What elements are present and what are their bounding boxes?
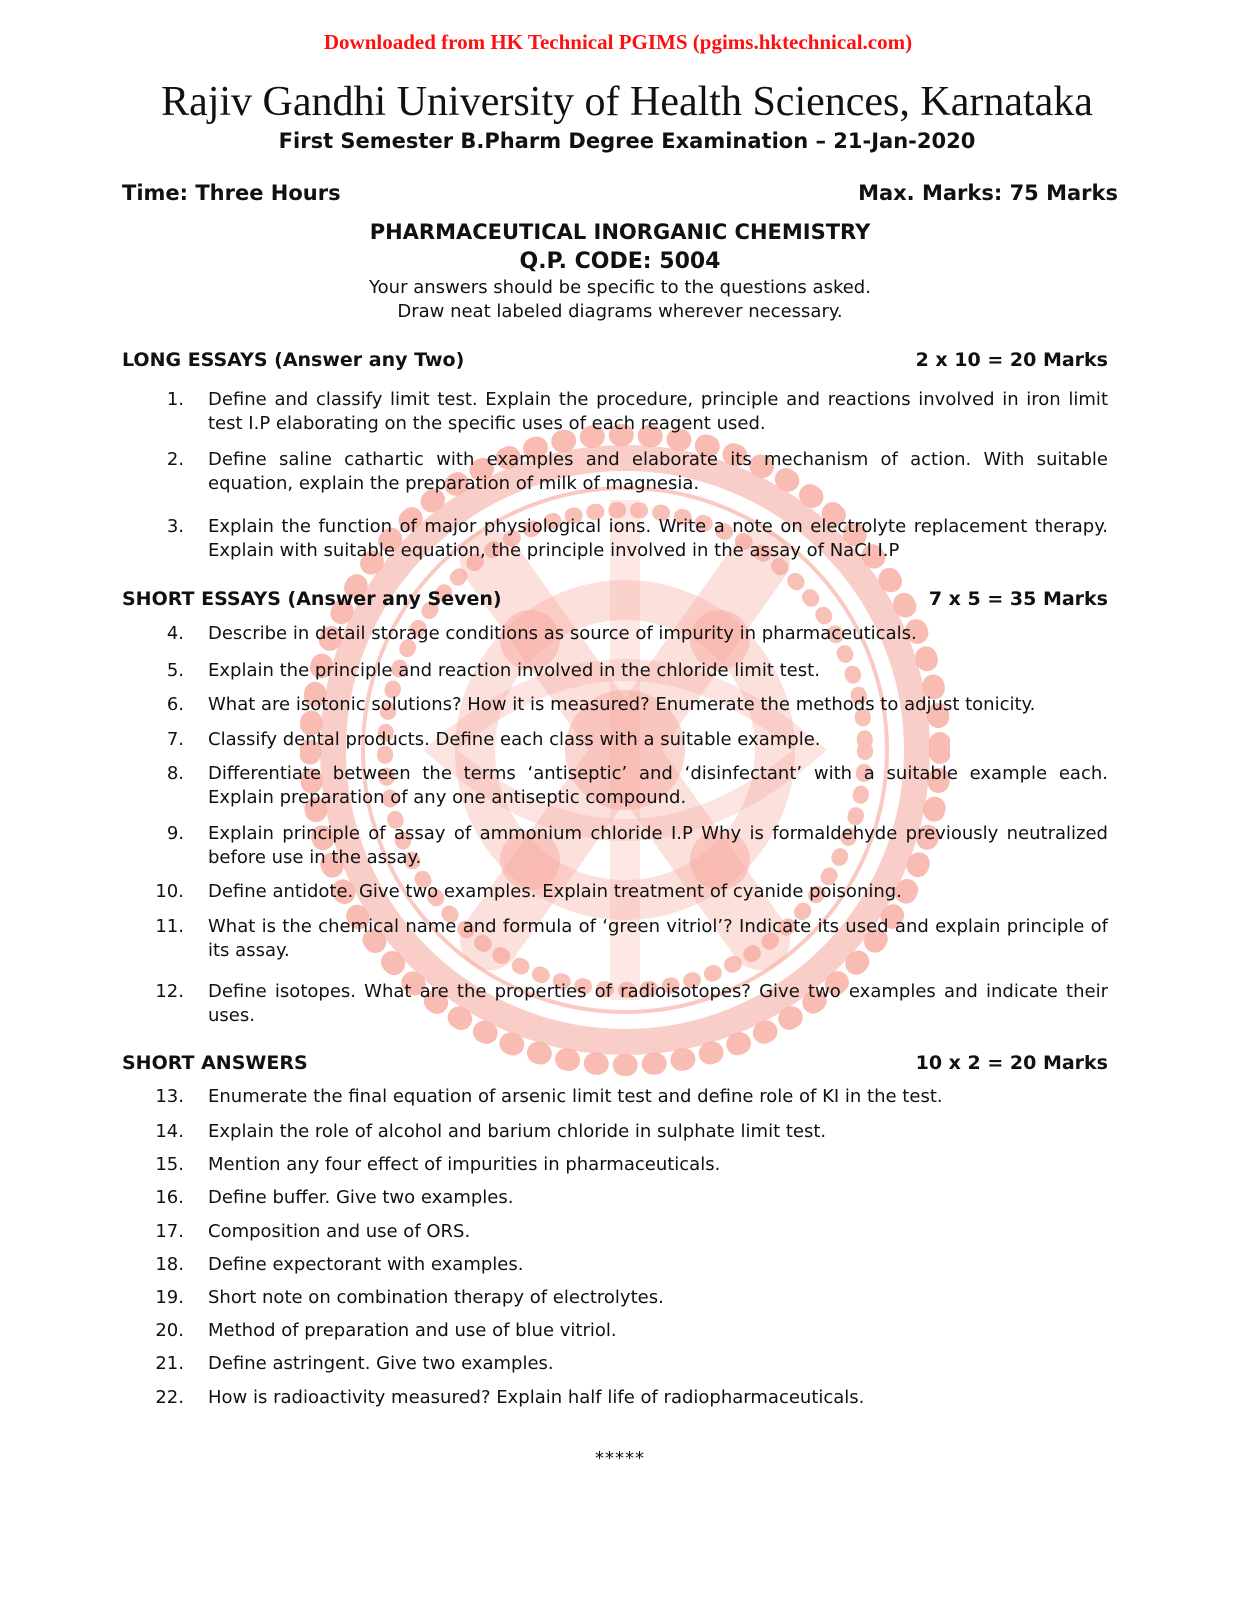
question-item <box>122 880 1108 904</box>
question-number: 20. <box>155 1320 184 1341</box>
question-item <box>122 693 1108 717</box>
question-number: 18. <box>155 1254 184 1275</box>
question-text: Explain principle of assay of ammonium chloride I.P Why is formaldehyde previously neutralized before use in the assay. <box>208 823 1108 868</box>
question-text: Method of preparation and use of blue vitriol. <box>208 1320 617 1341</box>
question-item <box>122 1286 1108 1310</box>
qp-code: Q.P. CODE: 5004 <box>519 249 721 274</box>
exam-title: First Semester B.Pharm Degree Examination – 21-Jan-2020 <box>278 129 976 153</box>
question-text: Mention any four effect of impurities in pharmaceuticals. <box>208 1154 721 1175</box>
question-item <box>122 1386 1108 1410</box>
question-text: Composition and use of ORS. <box>208 1221 471 1242</box>
question-number: 22. <box>155 1387 184 1408</box>
question-text: What are isotonic solutions? How it is measured? Enumerate the methods to adjust tonicity. <box>208 694 1036 715</box>
instruction-specific-answers: Your answers should be specific to the questions asked. <box>369 277 871 298</box>
end-of-paper-mark: ***** <box>595 1448 645 1469</box>
question-item <box>122 915 1108 963</box>
question-item <box>122 1220 1108 1244</box>
question-number: 9. <box>166 823 184 844</box>
question-number: 15. <box>155 1154 184 1175</box>
question-item <box>122 1319 1108 1343</box>
question-number: 10. <box>155 881 184 902</box>
section-title: SHORT ESSAYS (Answer any Seven) <box>122 588 502 610</box>
university-name: Rajiv Gandhi University of Health Sciences, Karnataka <box>161 79 1093 125</box>
question-number: 13. <box>155 1086 184 1107</box>
question-number: 14. <box>155 1121 184 1142</box>
question-item <box>122 1186 1108 1210</box>
question-text: Short note on combination therapy of electrolytes. <box>208 1287 664 1308</box>
time-marks-row <box>122 181 1118 205</box>
question-number: 21. <box>155 1353 184 1374</box>
question-text: Define antidote. Give two examples. Explain treatment of cyanide poisoning. <box>208 881 902 902</box>
question-text: Differentiate between the terms ‘antiseptic’ and ‘disinfectant’ with a suitable example each. Explain preparation of any one antiseptic compound. <box>208 763 1108 808</box>
question-number: 17. <box>155 1221 184 1242</box>
question-number: 1. <box>166 389 184 410</box>
question-text: Define and classify limit test. Explain the procedure, principle and reactions involved in iron limit test I.P elaborating on the specific uses of each reagent used. <box>208 389 1108 434</box>
question-number: 3. <box>166 516 184 537</box>
question-item <box>122 659 1108 683</box>
question-item <box>122 728 1108 752</box>
section-marks: 7 x 5 = 35 Marks <box>928 588 1108 610</box>
exam-duration: Time: Three Hours <box>122 181 341 205</box>
question-text: Explain the function of major physiological ions. Write a note on electrolyte replacement therapy. Explain with suitable equation, the principle involved in the assay of NaCl I.P <box>208 516 1108 561</box>
question-text: Explain the role of alcohol and barium chloride in sulphate limit test. <box>208 1121 827 1142</box>
question-number: 7. <box>166 729 184 750</box>
max-marks: Max. Marks: 75 Marks <box>858 181 1118 205</box>
question-text: What is the chemical name and formula of ‘green vitriol’? Indicate its used and explain principle of its assay. <box>208 916 1108 961</box>
question-item <box>122 1085 1108 1109</box>
question-item <box>122 822 1108 870</box>
question-item <box>122 980 1108 1028</box>
question-text: Define saline cathartic with examples and elaborate its mechanism of action. With suitable equation, explain the preparation of milk of magnesia. <box>208 449 1108 494</box>
question-item <box>122 1153 1108 1177</box>
section-header-short-essays <box>122 588 1108 610</box>
section-title: LONG ESSAYS (Answer any Two) <box>122 349 465 371</box>
section-header-short-answers <box>122 1052 1108 1074</box>
question-item <box>122 1253 1108 1277</box>
question-text: Classify dental products. Define each class with a suitable example. <box>208 729 821 750</box>
question-number: 12. <box>155 981 184 1002</box>
question-item <box>122 1120 1108 1144</box>
question-text: Define isotopes. What are the properties of radioisotopes? Give two examples and indicate their uses. <box>208 981 1108 1026</box>
question-text: Define expectorant with examples. <box>208 1254 524 1275</box>
question-item <box>122 448 1108 496</box>
download-source-note: Downloaded from HK Technical PGIMS (pgims.hktechnical.com) <box>323 30 913 54</box>
question-text: Explain the principle and reaction involved in the chloride limit test. <box>208 660 820 681</box>
question-number: 5. <box>166 660 184 681</box>
question-number: 8. <box>166 763 184 784</box>
question-item <box>122 388 1108 436</box>
section-marks: 10 x 2 = 20 Marks <box>915 1052 1108 1074</box>
section-marks: 2 x 10 = 20 Marks <box>915 349 1108 371</box>
question-number: 6. <box>166 694 184 715</box>
question-number: 2. <box>166 449 184 470</box>
question-text: Define buffer. Give two examples. <box>208 1187 514 1208</box>
question-item <box>122 622 1108 646</box>
question-number: 19. <box>155 1287 184 1308</box>
question-number: 4. <box>166 623 184 644</box>
question-text: Describe in detail storage conditions as source of impurity in pharmaceuticals. <box>208 623 917 644</box>
section-title: SHORT ANSWERS <box>122 1052 308 1074</box>
question-item <box>122 762 1108 810</box>
section-header-long-essays <box>122 349 1108 371</box>
question-number: 16. <box>155 1187 184 1208</box>
question-item <box>122 515 1108 563</box>
question-number: 11. <box>155 916 184 937</box>
instruction-diagrams: Draw neat labeled diagrams wherever necessary. <box>397 301 843 322</box>
question-text: How is radioactivity measured? Explain half life of radiopharmaceuticals. <box>208 1387 865 1408</box>
subject-title: PHARMACEUTICAL INORGANIC CHEMISTRY <box>369 220 871 244</box>
question-text: Enumerate the final equation of arsenic limit test and define role of KI in the test. <box>208 1086 943 1107</box>
question-text: Define astringent. Give two examples. <box>208 1353 554 1374</box>
question-item <box>122 1352 1108 1376</box>
